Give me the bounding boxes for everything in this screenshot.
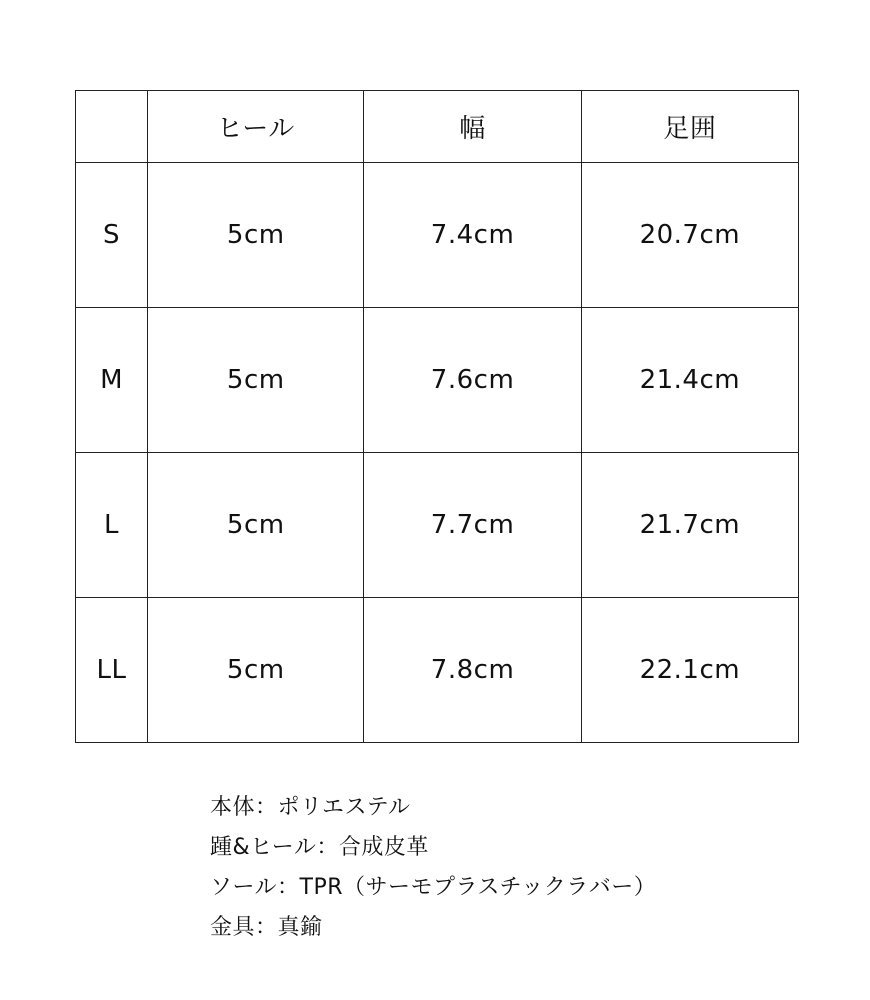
material-sole: ソール：TPR（サーモプラスチックラバー） bbox=[210, 875, 657, 900]
table-row bbox=[76, 453, 799, 598]
cell-size: L bbox=[76, 453, 148, 598]
cell-width: 7.6cm bbox=[364, 308, 581, 453]
header-heel: ヒール bbox=[148, 91, 364, 163]
header-width: 幅 bbox=[364, 91, 581, 163]
cell-girth: 21.7cm bbox=[581, 453, 798, 598]
material-body: 本体：ポリエステル bbox=[210, 795, 411, 820]
table-header-row bbox=[76, 91, 799, 163]
materials-list bbox=[210, 788, 656, 948]
material-heel: 踵&ヒール：合成皮革 bbox=[210, 835, 429, 860]
size-table bbox=[75, 90, 799, 743]
cell-heel: 5cm bbox=[148, 598, 364, 743]
header-girth: 足囲 bbox=[581, 91, 798, 163]
cell-heel: 5cm bbox=[148, 163, 364, 308]
cell-heel: 5cm bbox=[148, 308, 364, 453]
cell-size: S bbox=[76, 163, 148, 308]
cell-girth: 21.4cm bbox=[581, 308, 798, 453]
cell-size: M bbox=[76, 308, 148, 453]
table-row bbox=[76, 163, 799, 308]
cell-heel: 5cm bbox=[148, 453, 364, 598]
material-hardware: 金具：真鍮 bbox=[210, 915, 323, 940]
cell-width: 7.4cm bbox=[364, 163, 581, 308]
cell-girth: 20.7cm bbox=[581, 163, 798, 308]
cell-size: LL bbox=[76, 598, 148, 743]
table-row bbox=[76, 598, 799, 743]
header-size bbox=[76, 91, 148, 163]
table-row bbox=[76, 308, 799, 453]
cell-girth: 22.1cm bbox=[581, 598, 798, 743]
cell-width: 7.8cm bbox=[364, 598, 581, 743]
cell-width: 7.7cm bbox=[364, 453, 581, 598]
